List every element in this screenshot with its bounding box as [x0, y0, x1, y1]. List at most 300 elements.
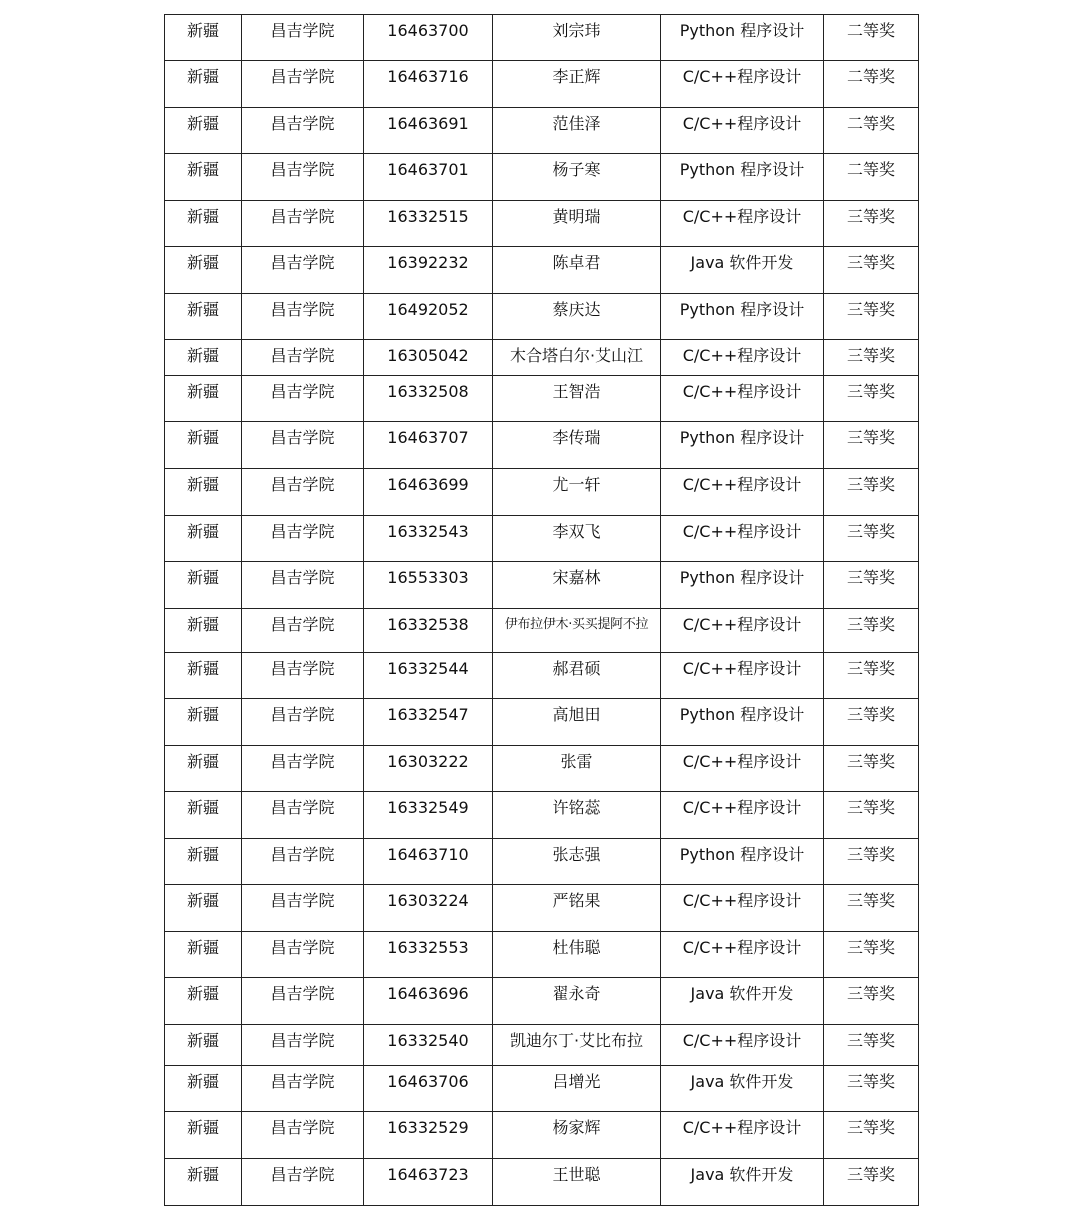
school-text: 昌吉学院 — [270, 798, 335, 817]
school-cell — [242, 699, 364, 746]
school-text: 昌吉学院 — [270, 752, 335, 771]
school-text: 昌吉学院 — [270, 1118, 335, 1137]
school-text: 昌吉学院 — [270, 475, 335, 494]
student-id-text: 16463701 — [387, 160, 469, 179]
student-id-text: 16332544 — [387, 659, 469, 678]
category-cell — [661, 1066, 824, 1112]
award-cell — [824, 422, 919, 469]
award-cell — [824, 609, 919, 653]
table-row — [165, 562, 919, 609]
award-cell — [824, 1112, 919, 1159]
name-text: 高旭田 — [552, 705, 601, 724]
school-text: 昌吉学院 — [270, 615, 335, 634]
school-text: 昌吉学院 — [270, 21, 335, 40]
category-cell — [661, 340, 824, 376]
region-text: 新疆 — [186, 568, 219, 587]
school-cell — [242, 1066, 364, 1112]
region-cell — [165, 154, 242, 201]
category-cell — [661, 885, 824, 932]
name-cell — [493, 653, 661, 699]
student-id-text: 16463696 — [387, 984, 469, 1003]
school-cell — [242, 340, 364, 376]
category-text: C/C++程序设计 — [682, 475, 802, 494]
name-text: 许铭蕊 — [552, 798, 601, 817]
name-cell — [493, 609, 661, 653]
name-cell — [493, 1066, 661, 1112]
table-row — [165, 1025, 919, 1066]
table-row — [165, 792, 919, 839]
category-text: Python 程序设计 — [679, 300, 805, 319]
category-cell — [661, 746, 824, 792]
name-cell — [493, 792, 661, 839]
name-text: 黄明瑞 — [552, 207, 601, 226]
name-text: 杨子寒 — [552, 160, 601, 179]
school-text: 昌吉学院 — [270, 300, 335, 319]
name-text: 杨家辉 — [552, 1118, 601, 1137]
name-cell — [493, 1112, 661, 1159]
region-text: 新疆 — [186, 67, 219, 86]
region-text: 新疆 — [186, 1118, 219, 1137]
table-row — [165, 154, 919, 201]
name-text: 宋嘉林 — [552, 568, 601, 587]
table-row — [165, 376, 919, 422]
award-text: 三等奖 — [846, 891, 895, 910]
category-cell — [661, 61, 824, 108]
name-cell — [493, 978, 661, 1025]
category-text: C/C++程序设计 — [682, 67, 802, 86]
student-id-cell — [364, 1112, 493, 1159]
award-cell — [824, 15, 919, 61]
school-cell — [242, 653, 364, 699]
student-id-cell — [364, 653, 493, 699]
name-cell — [493, 294, 661, 340]
category-text: C/C++程序设计 — [682, 382, 802, 401]
award-cell — [824, 885, 919, 932]
school-text: 昌吉学院 — [270, 938, 335, 957]
name-text: 尤一轩 — [552, 475, 601, 494]
category-text: Python 程序设计 — [679, 160, 805, 179]
category-text: Java 软件开发 — [690, 984, 794, 1003]
award-text: 三等奖 — [846, 615, 895, 634]
name-cell — [493, 1025, 661, 1066]
award-text: 三等奖 — [846, 1118, 895, 1137]
award-text: 三等奖 — [846, 568, 895, 587]
region-text: 新疆 — [186, 207, 219, 226]
student-id-cell — [364, 154, 493, 201]
name-cell — [493, 1159, 661, 1206]
award-text: 三等奖 — [846, 1072, 895, 1091]
student-id-text: 16332515 — [387, 207, 469, 226]
award-text: 三等奖 — [846, 207, 895, 226]
student-id-text: 16392232 — [387, 253, 469, 272]
student-id-text: 16463700 — [387, 21, 469, 40]
award-table-body — [165, 15, 919, 1206]
name-text: 吕增光 — [552, 1072, 601, 1091]
school-text: 昌吉学院 — [270, 253, 335, 272]
region-cell — [165, 376, 242, 422]
region-text: 新疆 — [186, 752, 219, 771]
award-cell — [824, 108, 919, 154]
region-text: 新疆 — [186, 475, 219, 494]
region-cell — [165, 885, 242, 932]
school-text: 昌吉学院 — [270, 67, 335, 86]
student-id-cell — [364, 247, 493, 294]
name-cell — [493, 15, 661, 61]
student-id-cell — [364, 839, 493, 885]
region-text: 新疆 — [186, 798, 219, 817]
student-id-cell — [364, 746, 493, 792]
school-cell — [242, 932, 364, 978]
category-cell — [661, 108, 824, 154]
award-table — [164, 14, 919, 1206]
school-text: 昌吉学院 — [270, 659, 335, 678]
region-cell — [165, 653, 242, 699]
award-cell — [824, 61, 919, 108]
category-text: C/C++程序设计 — [682, 207, 802, 226]
student-id-text: 16463691 — [387, 114, 469, 133]
name-cell — [493, 422, 661, 469]
student-id-cell — [364, 1159, 493, 1206]
school-text: 昌吉学院 — [270, 207, 335, 226]
region-text: 新疆 — [186, 300, 219, 319]
category-text: C/C++程序设计 — [682, 114, 802, 133]
category-text: C/C++程序设计 — [682, 1031, 802, 1050]
region-cell — [165, 516, 242, 562]
name-text: 蔡庆达 — [552, 300, 601, 319]
category-text: Python 程序设计 — [679, 705, 805, 724]
school-cell — [242, 247, 364, 294]
category-text: C/C++程序设计 — [682, 798, 802, 817]
region-cell — [165, 839, 242, 885]
award-text: 三等奖 — [846, 1031, 895, 1050]
award-text: 三等奖 — [846, 522, 895, 541]
table-row — [165, 839, 919, 885]
school-cell — [242, 154, 364, 201]
school-cell — [242, 294, 364, 340]
award-text: 三等奖 — [846, 300, 895, 319]
table-row — [165, 609, 919, 653]
name-cell — [493, 469, 661, 516]
name-text: 范佳泽 — [552, 114, 601, 133]
category-cell — [661, 1159, 824, 1206]
region-text: 新疆 — [186, 253, 219, 272]
category-text: C/C++程序设计 — [682, 522, 802, 541]
award-cell — [824, 376, 919, 422]
award-cell — [824, 1025, 919, 1066]
award-cell — [824, 562, 919, 609]
table-row — [165, 932, 919, 978]
award-text: 三等奖 — [846, 984, 895, 1003]
category-text: C/C++程序设计 — [682, 891, 802, 910]
school-text: 昌吉学院 — [270, 705, 335, 724]
school-cell — [242, 1112, 364, 1159]
region-cell — [165, 15, 242, 61]
name-cell — [493, 376, 661, 422]
region-cell — [165, 609, 242, 653]
school-text: 昌吉学院 — [270, 845, 335, 864]
student-id-text: 16463706 — [387, 1072, 469, 1091]
table-row — [165, 1112, 919, 1159]
region-cell — [165, 340, 242, 376]
student-id-text: 16492052 — [387, 300, 469, 319]
table-row — [165, 422, 919, 469]
region-cell — [165, 247, 242, 294]
award-text: 二等奖 — [846, 21, 895, 40]
award-text: 三等奖 — [846, 752, 895, 771]
school-cell — [242, 516, 364, 562]
student-id-cell — [364, 376, 493, 422]
region-text: 新疆 — [186, 984, 219, 1003]
school-text: 昌吉学院 — [270, 568, 335, 587]
award-text: 三等奖 — [846, 346, 895, 365]
award-cell — [824, 932, 919, 978]
name-text: 王智浩 — [552, 382, 601, 401]
category-cell — [661, 376, 824, 422]
region-cell — [165, 792, 242, 839]
school-cell — [242, 885, 364, 932]
name-text: 张雷 — [560, 752, 593, 771]
name-cell — [493, 885, 661, 932]
region-text: 新疆 — [186, 938, 219, 957]
region-cell — [165, 1025, 242, 1066]
category-text: C/C++程序设计 — [682, 1118, 802, 1137]
name-cell — [493, 340, 661, 376]
name-cell — [493, 61, 661, 108]
school-cell — [242, 422, 364, 469]
student-id-cell — [364, 1025, 493, 1066]
school-text: 昌吉学院 — [270, 382, 335, 401]
name-text: 严铭果 — [552, 891, 601, 910]
name-cell — [493, 562, 661, 609]
category-text: C/C++程序设计 — [682, 346, 802, 365]
table-row — [165, 108, 919, 154]
category-cell — [661, 516, 824, 562]
student-id-cell — [364, 422, 493, 469]
name-cell — [493, 746, 661, 792]
school-cell — [242, 1159, 364, 1206]
table-row — [165, 61, 919, 108]
school-cell — [242, 15, 364, 61]
category-cell — [661, 294, 824, 340]
region-text: 新疆 — [186, 382, 219, 401]
category-cell — [661, 1025, 824, 1066]
region-text: 新疆 — [186, 114, 219, 133]
region-cell — [165, 1066, 242, 1112]
student-id-text: 16332538 — [387, 615, 469, 634]
award-cell — [824, 1159, 919, 1206]
award-text: 三等奖 — [846, 428, 895, 447]
student-id-cell — [364, 1066, 493, 1112]
student-id-text: 16332543 — [387, 522, 469, 541]
student-id-cell — [364, 516, 493, 562]
name-text: 翟永奇 — [552, 984, 601, 1003]
name-text: 王世聪 — [552, 1165, 601, 1184]
school-cell — [242, 609, 364, 653]
region-text: 新疆 — [186, 1165, 219, 1184]
award-cell — [824, 154, 919, 201]
student-id-cell — [364, 978, 493, 1025]
award-text: 二等奖 — [846, 114, 895, 133]
table-row — [165, 653, 919, 699]
region-cell — [165, 201, 242, 247]
table-row — [165, 516, 919, 562]
student-id-text: 16463699 — [387, 475, 469, 494]
student-id-text: 16463716 — [387, 67, 469, 86]
award-cell — [824, 699, 919, 746]
region-text: 新疆 — [186, 522, 219, 541]
name-text: 李双飞 — [552, 522, 601, 541]
region-text: 新疆 — [186, 346, 219, 365]
region-cell — [165, 1159, 242, 1206]
region-cell — [165, 294, 242, 340]
student-id-text: 16305042 — [387, 346, 469, 365]
student-id-cell — [364, 885, 493, 932]
name-cell — [493, 154, 661, 201]
region-text: 新疆 — [186, 891, 219, 910]
student-id-cell — [364, 932, 493, 978]
category-cell — [661, 562, 824, 609]
award-cell — [824, 792, 919, 839]
award-cell — [824, 201, 919, 247]
award-cell — [824, 839, 919, 885]
table-row — [165, 885, 919, 932]
school-cell — [242, 562, 364, 609]
category-text: Java 软件开发 — [690, 253, 794, 272]
award-text: 三等奖 — [846, 705, 895, 724]
name-cell — [493, 247, 661, 294]
category-text: Python 程序设计 — [679, 845, 805, 864]
region-text: 新疆 — [186, 21, 219, 40]
category-text: Python 程序设计 — [679, 568, 805, 587]
region-cell — [165, 469, 242, 516]
student-id-cell — [364, 61, 493, 108]
student-id-cell — [364, 108, 493, 154]
student-id-cell — [364, 294, 493, 340]
name-cell — [493, 932, 661, 978]
category-cell — [661, 699, 824, 746]
award-text: 三等奖 — [846, 253, 895, 272]
student-id-cell — [364, 15, 493, 61]
student-id-cell — [364, 609, 493, 653]
table-row — [165, 15, 919, 61]
student-id-cell — [364, 469, 493, 516]
category-text: C/C++程序设计 — [682, 938, 802, 957]
table-row — [165, 978, 919, 1025]
school-cell — [242, 839, 364, 885]
name-text: 刘宗玮 — [552, 21, 601, 40]
name-text: 凯迪尔丁·艾比布拉 — [509, 1031, 644, 1050]
student-id-text: 16553303 — [387, 568, 469, 587]
school-cell — [242, 108, 364, 154]
region-cell — [165, 108, 242, 154]
award-cell — [824, 469, 919, 516]
award-cell — [824, 247, 919, 294]
region-cell — [165, 699, 242, 746]
school-text: 昌吉学院 — [270, 1072, 335, 1091]
school-text: 昌吉学院 — [270, 1165, 335, 1184]
school-text: 昌吉学院 — [270, 346, 335, 365]
table-row — [165, 201, 919, 247]
category-cell — [661, 609, 824, 653]
category-cell — [661, 469, 824, 516]
award-cell — [824, 653, 919, 699]
name-text: 伊布拉伊木·买买提阿不拉 — [504, 617, 649, 632]
category-text: Java 软件开发 — [690, 1165, 794, 1184]
student-id-cell — [364, 201, 493, 247]
award-text: 三等奖 — [846, 659, 895, 678]
region-text: 新疆 — [186, 705, 219, 724]
region-text: 新疆 — [186, 659, 219, 678]
student-id-cell — [364, 562, 493, 609]
region-text: 新疆 — [186, 160, 219, 179]
name-text: 杜伟聪 — [552, 938, 601, 957]
region-cell — [165, 978, 242, 1025]
region-cell — [165, 1112, 242, 1159]
region-text: 新疆 — [186, 615, 219, 634]
region-cell — [165, 562, 242, 609]
school-text: 昌吉学院 — [270, 160, 335, 179]
school-cell — [242, 61, 364, 108]
category-cell — [661, 422, 824, 469]
category-cell — [661, 653, 824, 699]
category-text: C/C++程序设计 — [682, 752, 802, 771]
category-cell — [661, 932, 824, 978]
name-cell — [493, 201, 661, 247]
award-text: 三等奖 — [846, 938, 895, 957]
name-cell — [493, 699, 661, 746]
table-row — [165, 247, 919, 294]
school-cell — [242, 376, 364, 422]
award-cell — [824, 340, 919, 376]
award-text: 三等奖 — [846, 1165, 895, 1184]
table-row — [165, 294, 919, 340]
student-id-text: 16463710 — [387, 845, 469, 864]
name-text: 木合塔白尔·艾山江 — [509, 346, 644, 365]
region-text: 新疆 — [186, 845, 219, 864]
region-cell — [165, 422, 242, 469]
name-text: 张志强 — [552, 845, 601, 864]
category-cell — [661, 15, 824, 61]
award-text: 三等奖 — [846, 845, 895, 864]
region-text: 新疆 — [186, 1031, 219, 1050]
school-text: 昌吉学院 — [270, 891, 335, 910]
student-id-text: 16332540 — [387, 1031, 469, 1050]
student-id-text: 16332529 — [387, 1118, 469, 1137]
name-cell — [493, 516, 661, 562]
category-text: C/C++程序设计 — [682, 615, 802, 634]
award-cell — [824, 746, 919, 792]
student-id-cell — [364, 340, 493, 376]
student-id-text: 16463707 — [387, 428, 469, 447]
student-id-text: 16303224 — [387, 891, 469, 910]
school-text: 昌吉学院 — [270, 522, 335, 541]
region-cell — [165, 746, 242, 792]
school-cell — [242, 1025, 364, 1066]
table-row — [165, 699, 919, 746]
category-text: Python 程序设计 — [679, 428, 805, 447]
award-cell — [824, 978, 919, 1025]
student-id-cell — [364, 792, 493, 839]
award-text: 二等奖 — [846, 67, 895, 86]
name-text: 李传瑞 — [552, 428, 601, 447]
table-row — [165, 746, 919, 792]
award-cell — [824, 1066, 919, 1112]
school-text: 昌吉学院 — [270, 984, 335, 1003]
table-row — [165, 1159, 919, 1206]
category-cell — [661, 839, 824, 885]
category-cell — [661, 792, 824, 839]
category-cell — [661, 154, 824, 201]
